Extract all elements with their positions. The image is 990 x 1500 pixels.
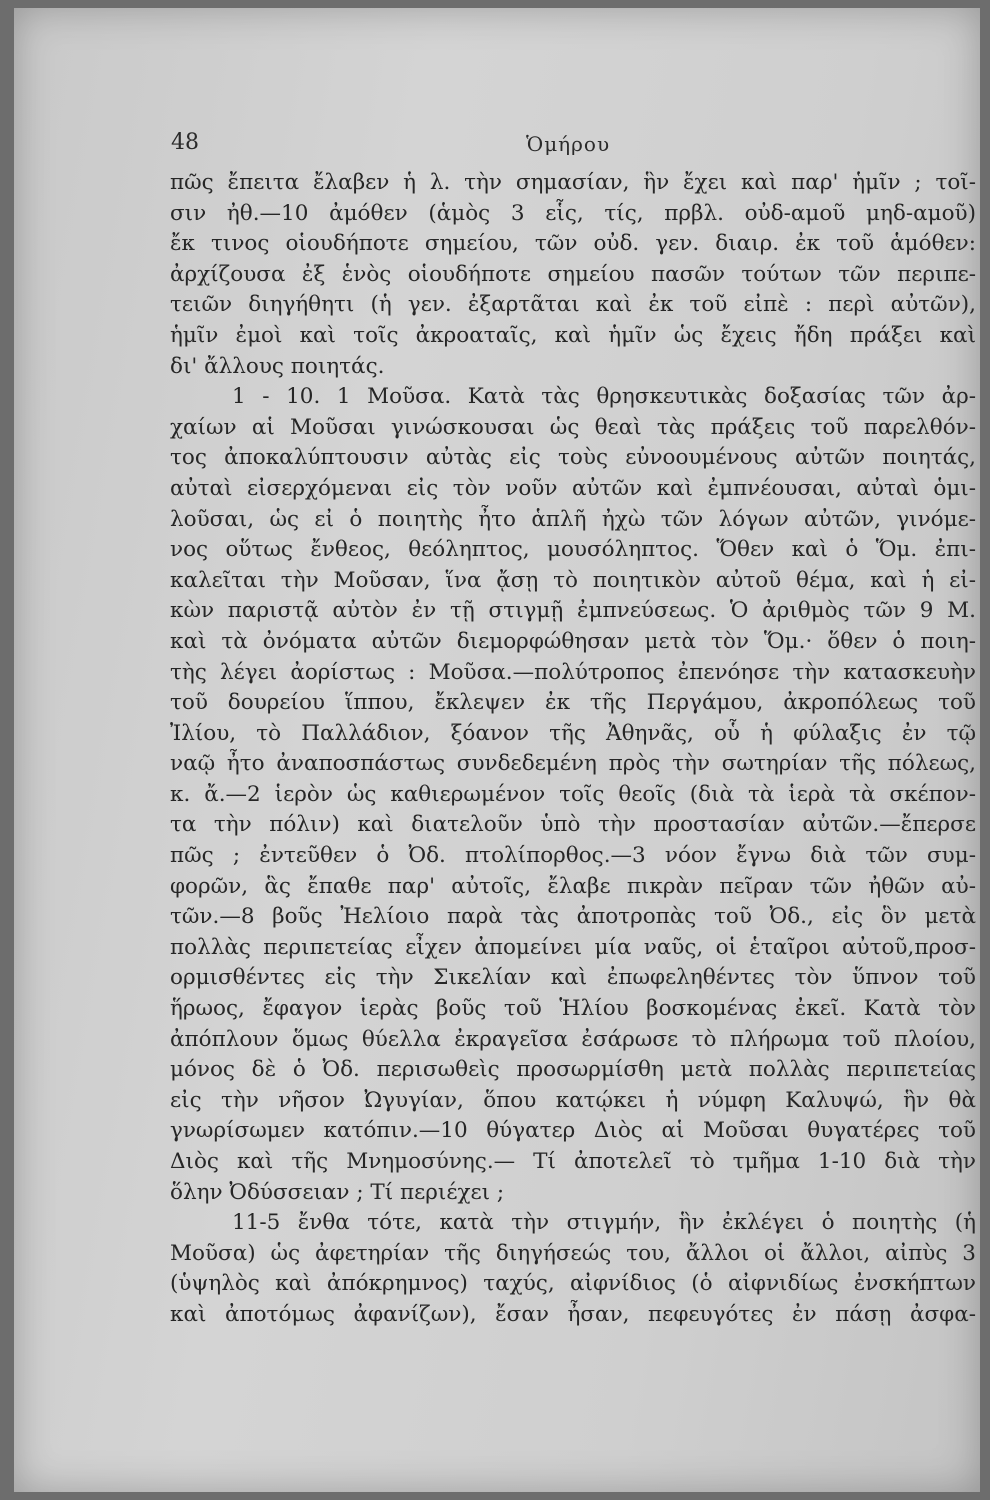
text-line: Διὸς καὶ τῆς Μνημοσύνης.— Τί ἀποτελεῖ τὸ τμῆμα 1-10 διὰ τὴν <box>170 1149 976 1174</box>
text-line: δι' ἄλλους ποιητάς. <box>170 353 385 379</box>
text-line: κ. ἄ.—2 ἱερὸν ὡς καθιερωμένον τοῖς θεοῖς (διὰ τὰ ἱερὰ τὰ σκέπον- <box>170 781 976 807</box>
text-line: ὅλην Ὀδύσσειαν ; Τί περιέχει ; <box>170 1179 505 1205</box>
section-heading-line: 11-5 ἔνθα τότε, κατὰ τὴν στιγμήν, ἣν ἐκλέγει ὁ ποιητὴς (ἡ <box>232 1210 976 1236</box>
text-line: σιν ἠθ.—10 ἀμόθεν (ἁμὸς 3 εἷς, τίς, πρβλ. οὐδ-αμοῦ μηδ-αμοῦ) <box>170 200 976 226</box>
page-number: 48 <box>171 130 199 155</box>
section-heading-line: 1 - 10. 1 Μοῦσα. Κατὰ τὰς θρησκευτικὰς δοξασίας τῶν ἀρ- <box>232 384 976 410</box>
text-line: τὴς λέγει ἀορίστως : Μοῦσα.—πολύτροπος ἐπενόησε τὴν κατασκευὴν <box>170 659 976 685</box>
text-line: αὐταὶ εἰσερχόμεναι εἰς τὸν νοῦν αὐτῶν καὶ ἐμπνέουσαι, αὐταὶ ὁμι- <box>170 475 976 501</box>
text-line: καὶ ἀποτόμως ἀφανίζων), ἔσαν ἦσαν, πεφευγότες ἐν πάσῃ ἀσφα- <box>170 1301 976 1327</box>
text-line: πῶς ; ἐντεῦθεν ὁ Ὀδ. πτολίπορθος.—3 νόον ἔγνω διὰ τῶν συμ- <box>170 843 976 869</box>
text-line: κὼν παριστᾷ αὐτὸν ἐν τῇ στιγμῇ ἐμπνεύσεως. Ὁ ἀριθμὸς τῶν 9 Μ. <box>170 598 976 624</box>
commentary-text <box>170 168 976 1331</box>
text-line: τῶν.—8 βοῦς Ἠελίοιο παρὰ τὰς ἀποτροπὰς τοῦ Ὀδ., εἰς ὃν μετὰ <box>170 904 976 930</box>
text-line: ἡμῖν ἐμοὶ καὶ τοῖς ἀκροαταῖς, καὶ ἡμῖν ὡς ἔχεις ἤδη πράξει καὶ <box>170 322 976 348</box>
running-head: Ὁμήρου <box>526 132 611 156</box>
text-line: νος οὕτως ἔνθεος, θεόληπτος, μουσόληπτος. Ὅθεν καὶ ὁ Ὅμ. ἐπι- <box>170 537 976 563</box>
text-line: μόνος δὲ ὁ Ὀδ. περισωθεὶς προσωρμίσθη μετὰ πολλὰς περιπετείας <box>170 1057 976 1083</box>
page-header <box>171 130 990 164</box>
text-line: εἰς τὴν νῆσον Ὠγυγίαν, ὅπου κατῴκει ἡ νύμφη Καλυψώ, ἣν θὰ <box>170 1087 976 1113</box>
text-line: ορμισθέντες εἰς τὴν Σικελίαν καὶ ἐπωφεληθέντες τὸν ὕπνον τοῦ <box>170 965 976 991</box>
text-line: ἀρχίζουσα ἐξ ἑνὸς οἱουδήποτε σημείου πασῶν τούτων τῶν περιπε- <box>170 261 976 287</box>
text-line: γνωρίσωμεν κατόπιν.—10 θύγατερ Διὸς αἱ Μοῦσαι θυγατέρες τοῦ <box>170 1118 976 1144</box>
text-line: ἀπόπλουν ὅμως θύελλα ἐκραγεῖσα ἐσάρωσε τὸ πλήρωμα τοῦ πλοίου, <box>170 1026 976 1052</box>
text-line: Μοῦσα) ὡς ἀφετηρίαν τῆς διηγήσεώς του, ἄλλοι οἱ ἄλλοι, αἰπὺς 3 <box>170 1240 976 1266</box>
text-line: καὶ τὰ ὀνόματα αὐτῶν διεμορφώθησαν μετὰ τὸν Ὅμ.· ὅθεν ὁ ποιη- <box>170 628 976 654</box>
text-line: ἔκ τινος οἱουδήποτε σημείου, τῶν οὐδ. γεν. διαιρ. ἐκ τοῦ ἁμόθεν: <box>170 231 976 257</box>
text-line: (ὑψηλὸς καὶ ἀπόκρημνος) ταχύς, αἰφνίδιος (ὁ αἰφνιδίως ἐνσκήπτων <box>170 1271 976 1297</box>
text-line: χαίων αἱ Μοῦσαι γινώσκουσαι ὡς θεαὶ τὰς πράξεις τοῦ παρελθόν- <box>170 414 976 440</box>
text-line: φορῶν, ἃς ἔπαθε παρ' αὐτοῖς, ἔλαβε πικρὰν πεῖραν τῶν ἠθῶν αὐ- <box>170 873 976 899</box>
text-line: πῶς ἔπειτα ἔλαβεν ἡ λ. τὴν σημασίαν, ἣν ἔχει καὶ παρ' ἡμῖν ; τοῖ- <box>170 170 976 195</box>
text-line: πολλὰς περιπετείας εἶχεν ἀπομείνει μία ναῦς, οἱ ἑταῖροι αὐτοῦ,προσ- <box>170 934 976 960</box>
text-line: ἥρωος, ἔφαγον ἱερὰς βοῦς τοῦ Ἡλίου βοσκομένας ἐκεῖ. Κατὰ τὸν <box>170 996 976 1022</box>
text-line: τοῦ δουρείου ἵππου, ἔκλεψεν ἐκ τῆς Περγάμου, ἀκροπόλεως τοῦ <box>170 690 976 716</box>
text-line: ναῷ ἦτο ἀναποσπάστως συνδεδεμένη πρὸς τὴν σωτηρίαν τῆς πόλεως, <box>170 751 976 777</box>
text-line: τα τὴν πόλιν) καὶ διατελοῦν ὑπὸ τὴν προστασίαν αὐτῶν.—ἔπερσε <box>170 812 976 838</box>
text-line: λοῦσαι, ὡς εἰ ὁ ποιητὴς ἦτο ἁπλῆ ἠχὼ τῶν λόγων αὐτῶν, γινόμε- <box>170 506 976 532</box>
text-line: Ἰλίου, τὸ Παλλάδιον, ξόανον τῆς Ἀθηνᾶς, οὗ ἡ φύλαξις ἐν τῷ <box>170 720 976 746</box>
text-line: τος ἀποκαλύπτουσιν αὐτὰς εἰς τοὺς εὐνοουμένους αὐτῶν ποιητάς, <box>170 445 976 471</box>
text-line: τειῶν διηγήθητι (ἡ γεν. ἐξαρτᾶται καὶ ἐκ τοῦ εἰπὲ : περὶ αὐτῶν), <box>170 292 976 318</box>
text-line: καλεῖται τὴν Μοῦσαν, ἵνα ᾄσῃ τὸ ποιητικὸν αὐτοῦ θέμα, καὶ ἡ εἰ- <box>170 567 976 593</box>
book-page <box>14 8 980 1492</box>
